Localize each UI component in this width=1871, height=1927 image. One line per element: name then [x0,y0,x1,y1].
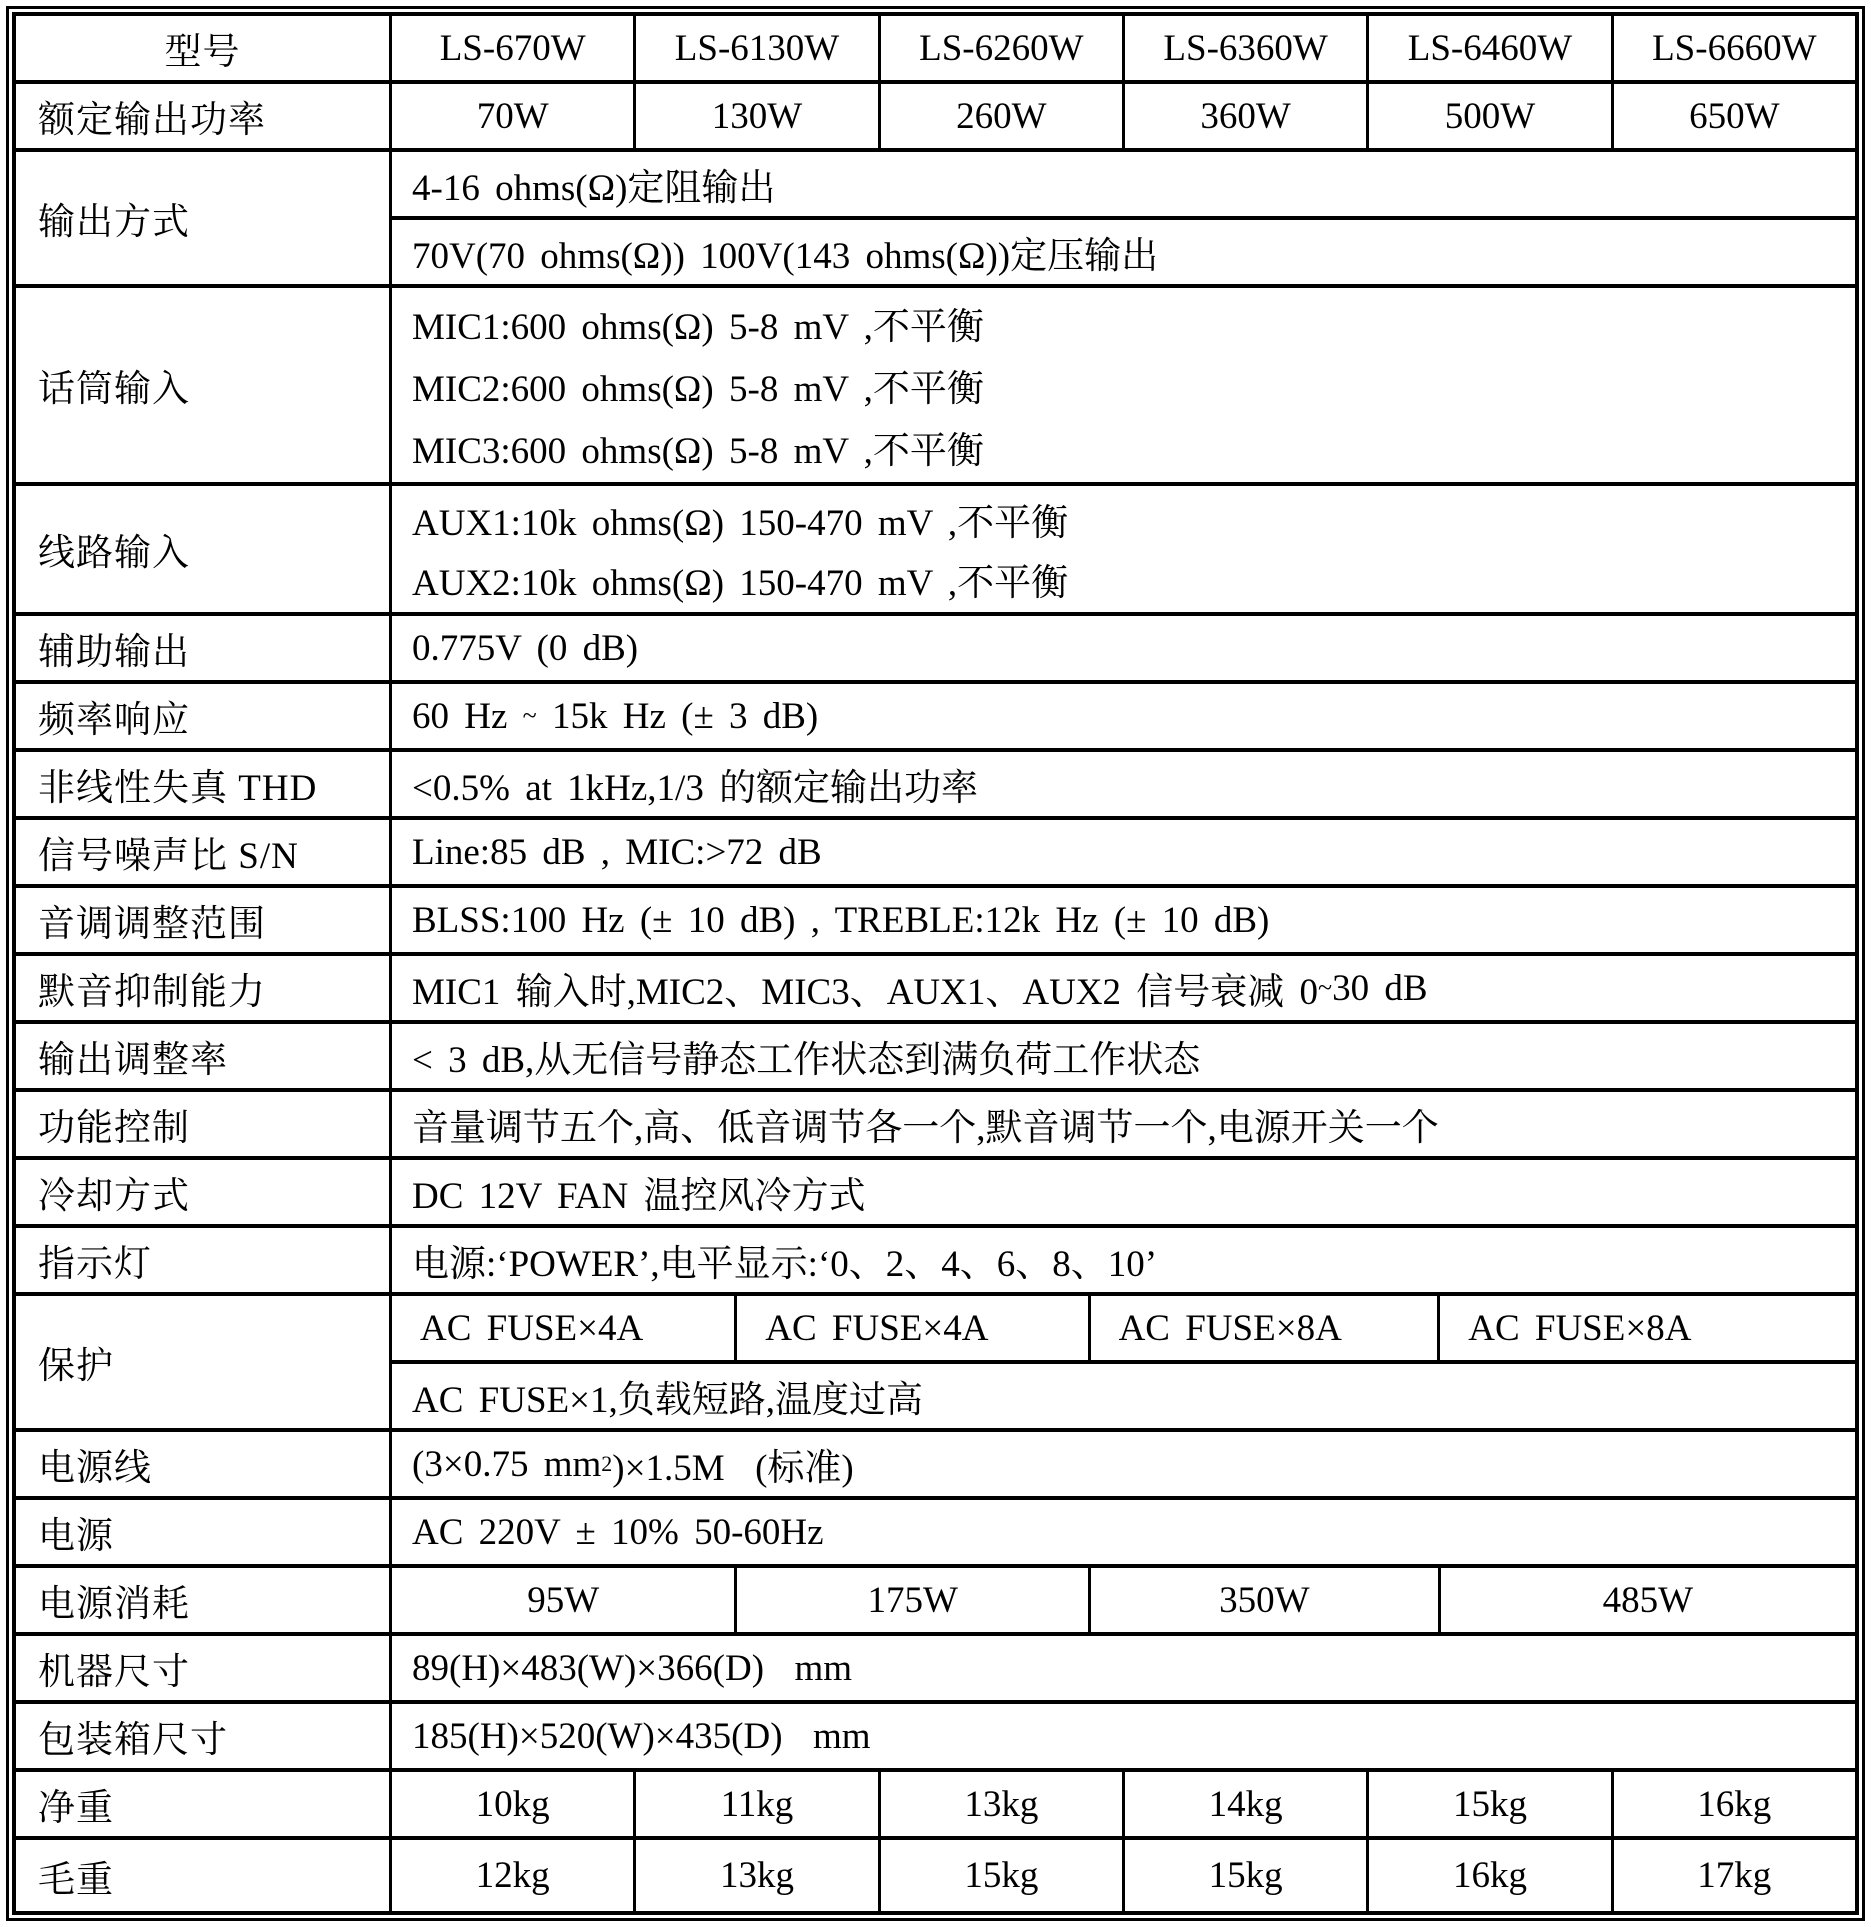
row-label-output-mode: 输出方式 [16,152,392,284]
power-consumption-cell: 95W [392,1568,737,1632]
power-cord-value: (3×0.75 mm 2 )×1.5M (标准) [412,1443,854,1489]
row-carton-size [16,1704,1855,1772]
mic3-spec: MIC3:600 ohms(Ω) 5-8 mV ,不平衡 [412,431,984,472]
row-protection [16,1296,1855,1432]
row-power-cord [16,1432,1855,1500]
model-cell: LS-6460W [1369,16,1613,80]
fuse-cell: AC FUSE×4A [737,1296,1090,1360]
snr-value: Line:85 dB , MIC:>72 dB [412,831,822,873]
row-models [16,16,1855,84]
row-mic-input [16,288,1855,486]
row-label-models: 型号 [16,16,392,80]
net-weight-cell: 14kg [1125,1772,1369,1836]
aux-output-value: 0.775V (0 dB) [412,627,639,669]
gross-weight-cell: 15kg [1125,1840,1369,1911]
row-label-line-input: 线路输入 [16,486,392,612]
gross-weight-cell: 16kg [1369,1840,1613,1911]
rated-power-cell: 500W [1369,84,1613,148]
aux2-spec: AUX2:10k ohms(Ω) 150-470 mV ,不平衡 [412,563,1069,604]
row-rated-power [16,84,1855,152]
spec-table [12,12,1859,1915]
tone-range-value: BLSS:100 Hz (± 10 dB) , TREBLE:12k Hz (± 10 dB) [412,899,1270,941]
spec-sheet-frame [6,6,1865,1921]
row-label-power-supply: 电源 [16,1500,392,1564]
rated-power-cell: 650W [1689,95,1780,137]
gross-weight-cell: 17kg [1697,1855,1772,1896]
row-label-power-cord: 电源线 [16,1432,392,1496]
gross-weight-cell: 15kg [881,1840,1125,1911]
row-label-aux-output: 辅助输出 [16,616,392,680]
row-label-thd: 非线性失真 THD [16,752,392,816]
protection-general-value: AC FUSE×1,负载短路,温度过高 [412,1380,923,1421]
aux1-spec: AUX1:10k ohms(Ω) 150-470 mV ,不平衡 [412,503,1069,544]
row-line-input [16,486,1855,616]
row-gross-weight [16,1840,1855,1911]
row-label-snr: 信号噪声比 S/N [16,820,392,884]
row-label-mute-suppression: 默音抑制能力 [16,956,392,1020]
row-label-gross-weight: 毛重 [16,1840,392,1911]
protection-fuse-row [392,1296,1855,1364]
unit-size-value: 89(H)×483(W)×366(D) mm [412,1647,853,1689]
gross-weight-cell: 13kg [636,1840,880,1911]
row-label-power-consumption: 电源消耗 [16,1568,392,1632]
row-snr [16,820,1855,888]
row-indicators [16,1228,1855,1296]
power-consumption-cell: 485W [1602,1579,1694,1621]
model-cell: LS-6660W [1652,27,1817,69]
thd-value: <0.5% at 1kHz,1/3 的额定输出功率 [412,768,979,809]
mic-input-values [392,288,1855,482]
mute-suppression-value: MIC1 输入时,MIC2、MIC3、AUX1、AUX2 信号衰减 0 ~ 30 dB [412,967,1428,1013]
row-label-cooling: 冷却方式 [16,1160,392,1224]
power-supply-value: AC 220V ± 10% 50-60Hz [412,1511,824,1553]
rated-power-cell: 70W [392,84,636,148]
row-label-mic-input: 话筒输入 [16,288,392,482]
mic2-spec: MIC2:600 ohms(Ω) 5-8 mV ,不平衡 [412,369,984,410]
gross-weight-cell: 12kg [392,1840,636,1911]
carton-size-value: 185(H)×520(W)×435(D) mm [412,1715,871,1757]
row-output-regulation [16,1024,1855,1092]
fuse-cell: AC FUSE×8A [1468,1307,1692,1349]
protection-general-row [392,1364,1855,1428]
output-mode-constant-voltage [392,220,1855,284]
row-output-mode [16,152,1855,288]
row-function-controls [16,1092,1855,1160]
row-unit-size [16,1636,1855,1704]
power-consumption-cell: 350W [1091,1568,1441,1632]
fuse-cell: AC FUSE×8A [1091,1296,1441,1360]
row-label-tone-range: 音调调整范围 [16,888,392,952]
model-cell: LS-670W [392,16,636,80]
model-cell: LS-6360W [1125,16,1369,80]
output-mode-constant-impedance [392,152,1855,220]
row-label-function-controls: 功能控制 [16,1092,392,1156]
row-freq-response [16,684,1855,752]
model-cell: LS-6130W [636,16,880,80]
row-aux-output [16,616,1855,684]
row-mute-suppression [16,956,1855,1024]
output-regulation-value: < 3 dB,从无信号静态工作状态到满负荷工作状态 [412,1040,1201,1081]
row-label-output-regulation: 输出调整率 [16,1024,392,1088]
net-weight-cell: 11kg [636,1772,880,1836]
row-label-rated-power: 额定输出功率 [16,84,392,148]
function-controls-value: 音量调节五个,高、低音调节各一个,默音调节一个,电源开关一个 [412,1108,1439,1149]
net-weight-cell: 10kg [392,1772,636,1836]
model-cell: LS-6260W [881,16,1125,80]
row-label-carton-size: 包装箱尺寸 [16,1704,392,1768]
row-label-net-weight: 净重 [16,1772,392,1836]
row-net-weight [16,1772,1855,1840]
row-power-supply [16,1500,1855,1568]
rated-power-cell: 130W [636,84,880,148]
output-mode-line2: 70V(70 ohms(Ω)) 100V(143 ohms(Ω))定压输出 [412,236,1159,277]
cooling-value: DC 12V FAN 温控风冷方式 [412,1176,866,1217]
row-label-freq-response: 频率响应 [16,684,392,748]
mic1-spec: MIC1:600 ohms(Ω) 5-8 mV ,不平衡 [412,307,984,348]
rated-power-cell: 260W [881,84,1125,148]
row-label-indicators: 指示灯 [16,1228,392,1292]
row-power-consumption [16,1568,1855,1636]
line-input-values [392,486,1855,612]
net-weight-cell: 13kg [881,1772,1125,1836]
net-weight-cell: 15kg [1369,1772,1613,1836]
row-thd [16,752,1855,820]
fuse-cell: AC FUSE×4A [392,1296,737,1360]
row-label-unit-size: 机器尺寸 [16,1636,392,1700]
row-cooling [16,1160,1855,1228]
net-weight-cell: 16kg [1697,1783,1772,1825]
row-label-protection: 保护 [16,1296,392,1428]
indicators-value: 电源:‘POWER’,电平显示:‘0、2、4、6、8、10’ [412,1244,1158,1285]
freq-response-value: 60 Hz ~ 15k Hz (± 3 dB) [412,695,819,737]
power-consumption-cell: 175W [737,1568,1090,1632]
output-mode-line1: 4-16 ohms(Ω)定阻输出 [412,168,776,209]
rated-power-cell: 360W [1125,84,1369,148]
row-tone-range [16,888,1855,956]
